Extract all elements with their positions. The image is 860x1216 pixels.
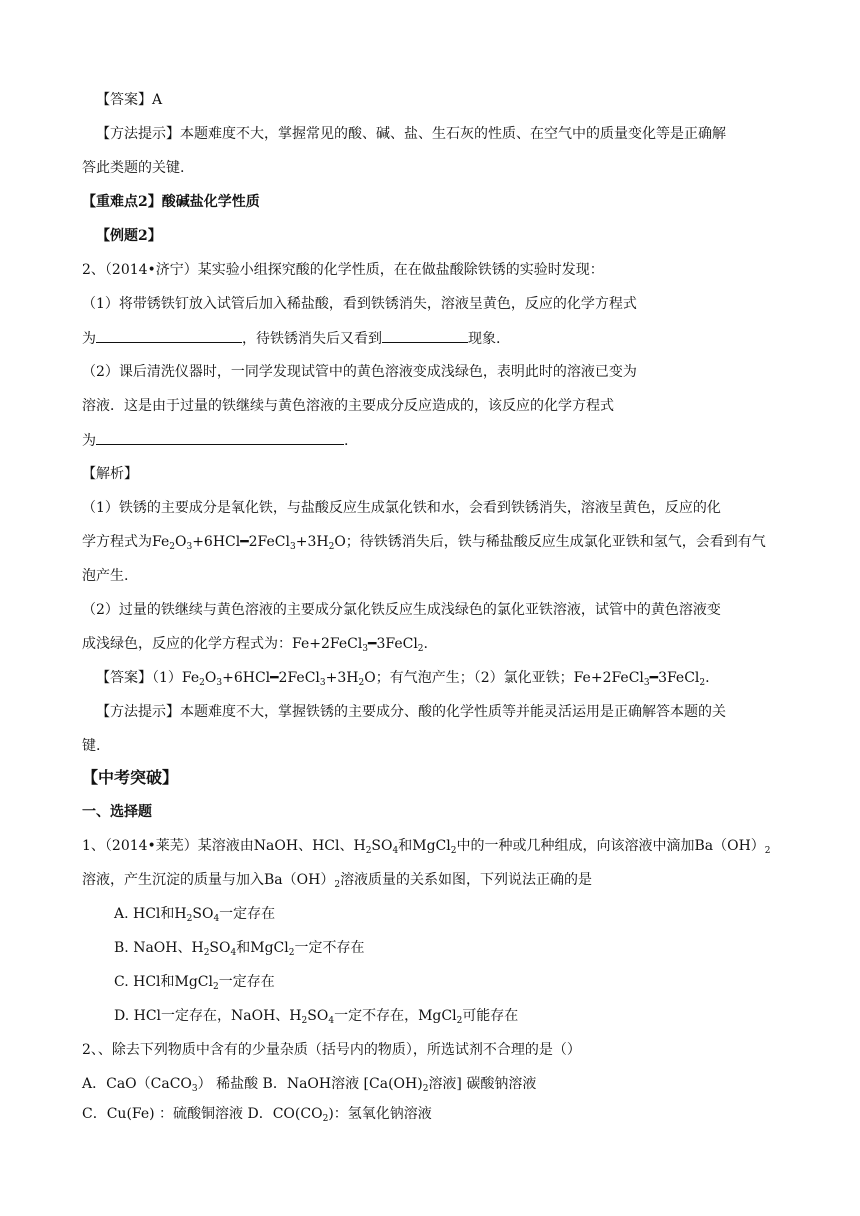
question-stem: 溶液，产生沉淀的质量与加入$Ba(OH)_2$溶液质量的关系如图，下列说法正确的是 [82,872,593,890]
example-heading: 【例题2】 [96,228,162,244]
analysis-equation-line: 成浅绿色，反应的化学方程式为：Fe+2FeCl$_3$━3FeCl$_2$. [82,636,428,654]
option-row[interactable]: C．Cu(Fe) ：硫酸铜溶液 D．$CO(CO_2)$：氢氧化钠溶液 [82,1106,432,1124]
question-part-2-blank: 为 . [82,430,348,451]
analysis-text: （1）铁锈的主要成分是氧化铁，与盐酸反应生成氯化铁和水，会看到铁锈消失，溶液呈黄色，反应的化 [82,500,721,516]
section-heading: 【重难点2】酸碱盐化学性质 [82,194,260,210]
option-a[interactable]: A. HCl和$H_2SO_4$一定存在 [114,906,276,924]
method-hint-line: 【方法提示】本题难度不大，掌握铁锈的主要成分、酸的化学性质等并能灵活运用是正确解答本题的关 [96,704,726,720]
question-stem: 2、、除去下列物质中含有的少量杂质（括号内的物质），所选试剂不合理的是（） [82,1042,581,1058]
answer-blank[interactable] [96,328,242,343]
option-b[interactable]: B. NaOH、$H_2SO_4$和MgCl$_2$一定不存在 [114,940,365,958]
analysis-text: （2）过量的铁继续与黄色溶液的主要成分氯化铁反应生成浅绿色的氯化亚铁溶液，试管中的黄色溶液变 [82,602,721,618]
text-line: 泡产生. [82,568,129,584]
option-row[interactable]: A．CaO（CaCO$_3$） 稀盐酸 B．NaOH溶液 [$Ca(OH)_2$溶液] 碳酸钠溶液 [82,1076,537,1094]
question-part-2: （2）课后清洗仪器时，一同学发现试管中的黄色溶液变成浅绿色，表明此时的溶液已变为 [82,364,637,380]
text-line: 答此类题的关键. [82,160,185,176]
answer-line: 【答案】A [96,92,163,108]
analysis-equation-line: 学方程式为$Fe_2O_3+6HCl━2FeCl_3+3H_2O$；待铁锈消失后，铁与稀盐酸反应生成氯化亚铁和氢气，会看到有气 [82,534,766,552]
text-line: 键. [82,738,101,754]
question-stem: 2、（2014•济宁）某实验小组探究酸的化学性质，在在做盐酸除铁锈的实验时发现： [82,262,604,278]
method-hint-line: 【方法提示】本题难度不大，掌握常见的酸、碱、盐、生石灰的性质、在空气中的质量变化等是正确解 [96,126,726,142]
section-heading: 【中考突破】 [82,768,179,787]
answer-blank[interactable] [96,430,344,445]
subsection-heading: 一、选择题 [82,804,152,820]
text-line: 溶液．这是由于过量的铁继续与黄色溶液的主要成分反应造成的，该反应的化学方程式 [82,398,614,414]
analysis-heading: 【解析】 [82,466,138,482]
question-part-1: （1）将带锈铁钉放入试管后加入稀盐酸，看到铁锈消失，溶液呈黄色，反应的化学方程式 [82,296,637,312]
question-part-1-blanks: 为 ，待铁锈消失后又看到 现象. [82,328,500,349]
answer-line: 【答案】$(1)Fe_2O_3+6HCl━2FeCl_3+3H_2O$；有气泡产生；（2）氯化亚铁；Fe+2FeCl$_3$━3FeCl$_2$. [96,670,710,688]
option-c[interactable]: C. HCl和MgCl$_2$一定存在 [114,974,275,992]
option-d[interactable]: D. HCl一定存在，NaOH、$H_2SO_4$一定不存在，MgCl$_2$可能存在 [114,1008,519,1026]
answer-blank[interactable] [382,328,468,343]
question-stem: 1、（2014•莱芜）某溶液由NaOH、HCl、$H_2SO_4$和MgCl$_2$中的一种或几种组成，向该溶液中滴加$Ba(OH)_2$ [82,838,771,856]
